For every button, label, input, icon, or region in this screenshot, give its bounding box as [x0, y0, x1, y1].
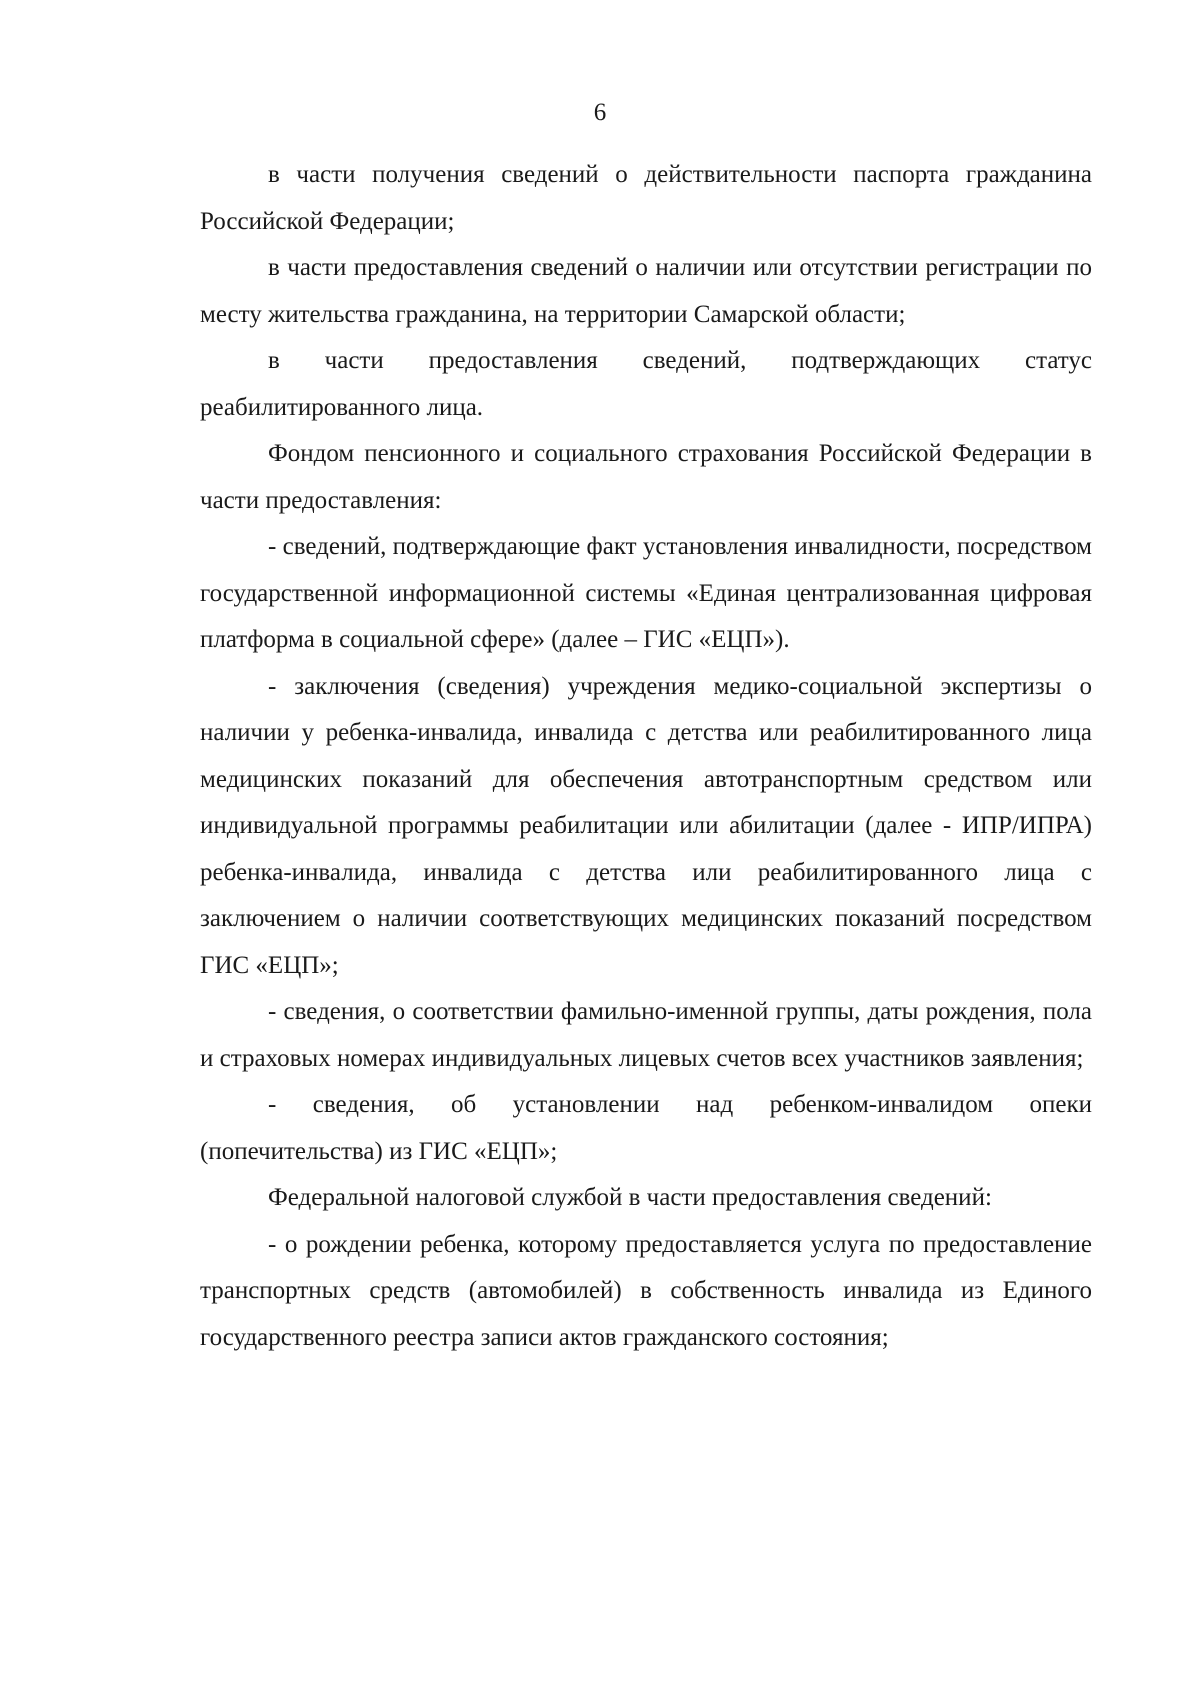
document-body: [200, 152, 1092, 1361]
paragraph-guardianship: - сведения, об установлении над ребенком-инвалидом опеки (попечительства) из ГИС «ЕЦП»;: [200, 1091, 1092, 1165]
paragraph-birth-record: - о рождении ребенка, которому предоставляется услуга по предоставление транспортных средств (автомобилей) в собственность инвалида из Единого государственного реестра записи актов гражданского состояния;: [200, 1230, 1092, 1351]
paragraph-snils-info: - сведения, о соответствии фамильно-именной группы, даты рождения, пола и страховых номерах индивидуальных лицевых счетов всех участников заявления;: [200, 998, 1092, 1072]
paragraph-tax-service: Федеральной налоговой службой в части предоставления сведений:: [268, 1184, 992, 1211]
paragraph-rehabilitated-status: в части предоставления сведений, подтверждающих статус реабилитированного лица.: [200, 347, 1092, 421]
page-number: 6: [593, 99, 607, 126]
paragraph-passport-validity: в части получения сведений о действительности паспорта гражданина Российской Федерации;: [200, 161, 1092, 235]
paragraph-pension-fund: Фондом пенсионного и социального страхования Российской Федерации в части предоставления:: [200, 440, 1092, 514]
paragraph-medical-conclusion: - заключения (сведения) учреждения медико-социальной экспертизы о наличии у ребенка-инвалида, инвалида с детства или реабилитированного лица медицинских показаний для обеспечения автотранспортным средством или индивидуальной программы реабилитации или абилитации (далее - ИПР/ИПРА) ребенка-инвалида, инвалида с детства или реабилитированного лица с заключением о наличии соответствующих медицинских показаний посредством ГИС «ЕЦП»;: [200, 672, 1092, 979]
paragraph-disability-fact: - сведений, подтверждающие факт установления инвалидности, посредством государственной информационной системы «Единая централизованная цифровая платформа в социальной сфере» (далее – ГИС «ЕЦП»).: [200, 533, 1092, 653]
paragraph-registration: в части предоставления сведений о наличии или отсутствии регистрации по месту жительства гражданина, на территории Самарской области;: [200, 254, 1092, 328]
